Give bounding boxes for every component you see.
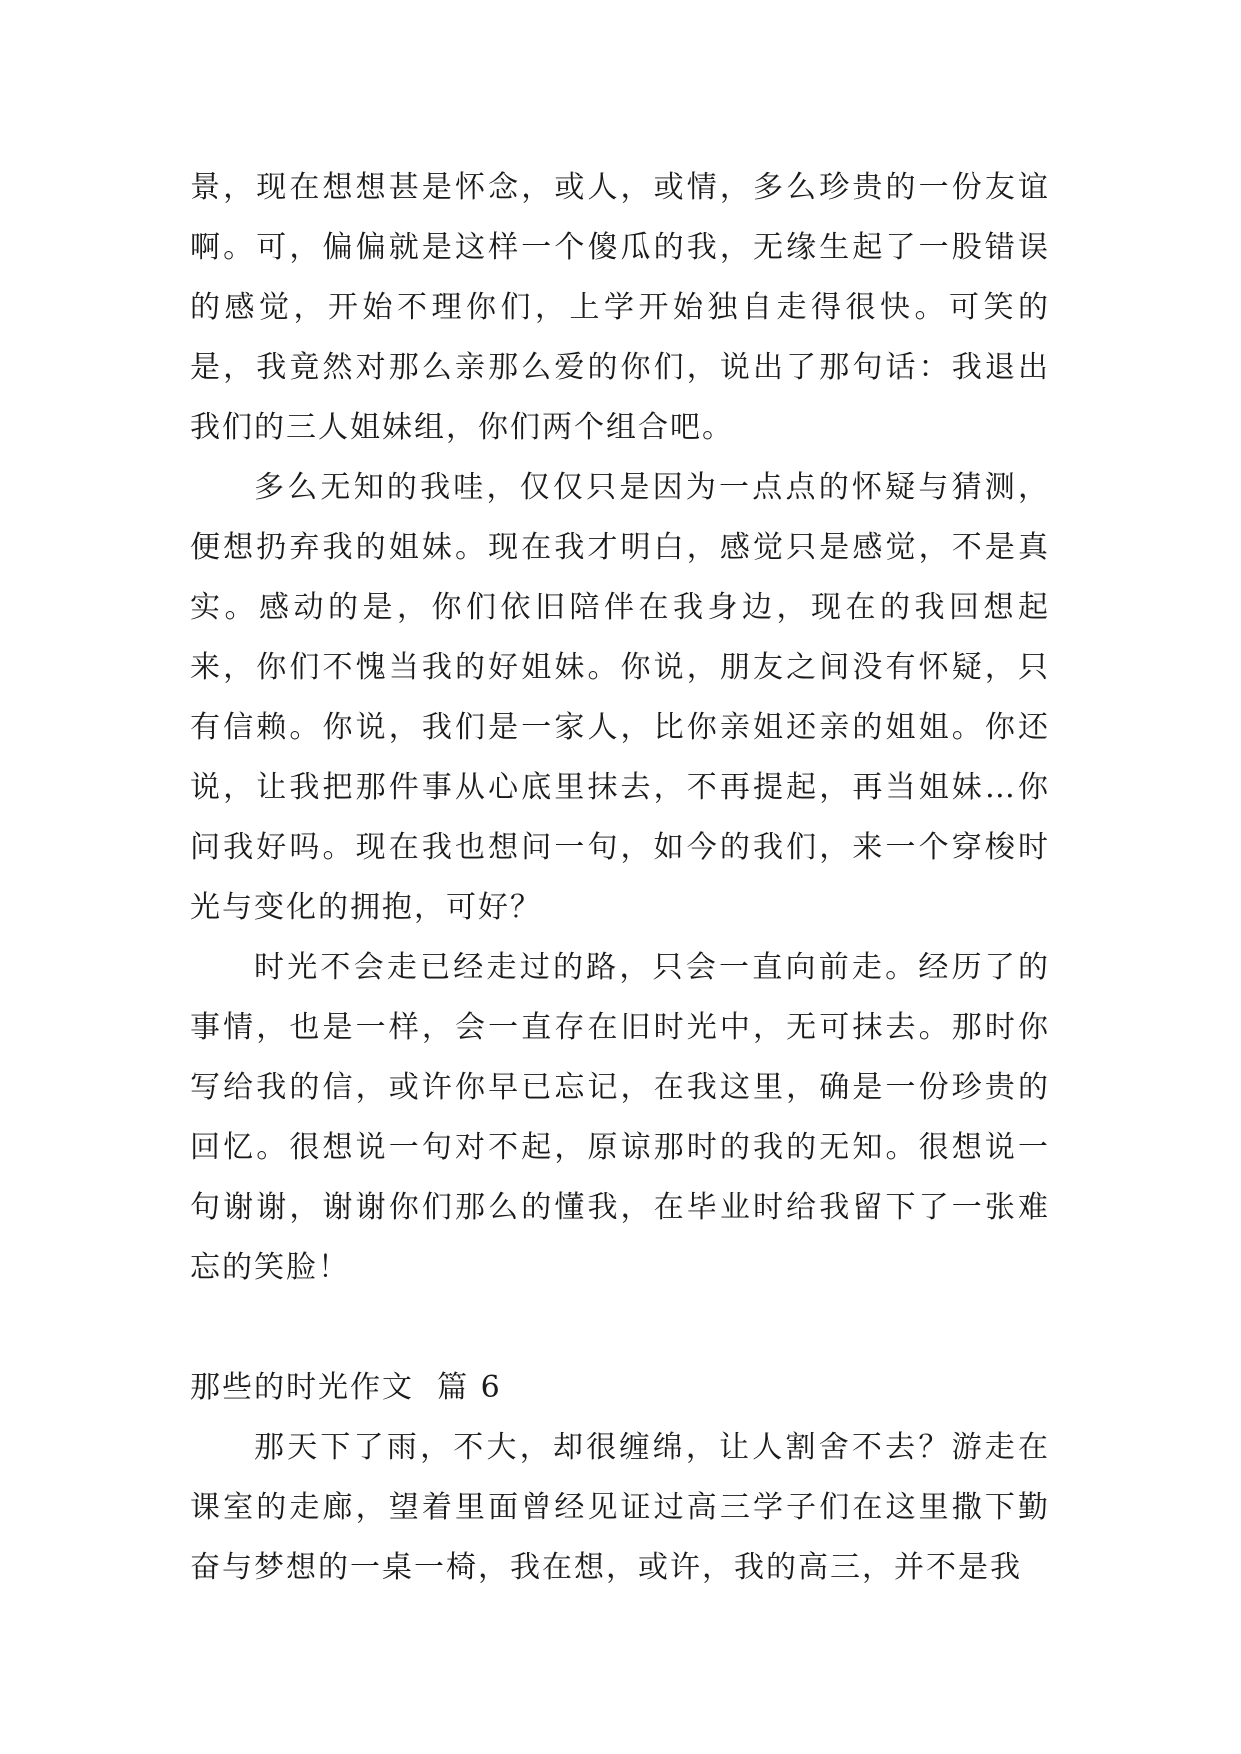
section-spacer (190, 1298, 1050, 1358)
paragraph-1: 景，现在想想甚是怀念，或人，或情，多么珍贵的一份友谊啊。可，偏偏就是这样一个傻瓜的我，无缘生起了一股错误的感觉，开始不理你们，上学开始独自走得很快。可笑的是，我竟然对那么亲那么爱的你们，说出了那句话：我退出我们的三人姐妹组，你们两个组合吧。 (190, 170, 1050, 445)
paragraph-2: 多么无知的我哇，仅仅只是因为一点点的怀疑与猜测，便想扔弃我的姐妹。现在我才明白，感觉只是感觉，不是真实。感动的是，你们依旧陪伴在我身边，现在的我回想起来，你们不愧当我的好姐妹。你说，朋友之间没有怀疑，只有信赖。你说，我们是一家人，比你亲姐还亲的姐姐。你还说，让我把那件事从心底里抹去，不再提起，再当姐妹…你问我好吗。现在我也想问一句，如今的我们，来一个穿梭时光与变化的拥抱，可好？ (190, 470, 1050, 925)
document-body (190, 158, 1050, 1598)
paragraph-3: 时光不会走已经走过的路，只会一直向前走。经历了的事情，也是一样，会一直存在旧时光中，无可抹去。那时你写给我的信，或许你早已忘记，在我这里，确是一份珍贵的回忆。很想说一句对不起，原谅那时的我的无知。很想说一句谢谢，谢谢你们那么的懂我，在毕业时给我留下了一张难忘的笑脸！ (190, 950, 1050, 1285)
paragraph-4: 那天下了雨，不大，却很缠绵，让人割舍不去？游走在课室的走廊，望着里面曾经见证过高三学子们在这里撒下勤奋与梦想的一桌一椅，我在想，或许，我的高三，并不是我 (190, 1430, 1050, 1585)
section-heading: 那些的时光作文 篇 6 (190, 1370, 502, 1405)
